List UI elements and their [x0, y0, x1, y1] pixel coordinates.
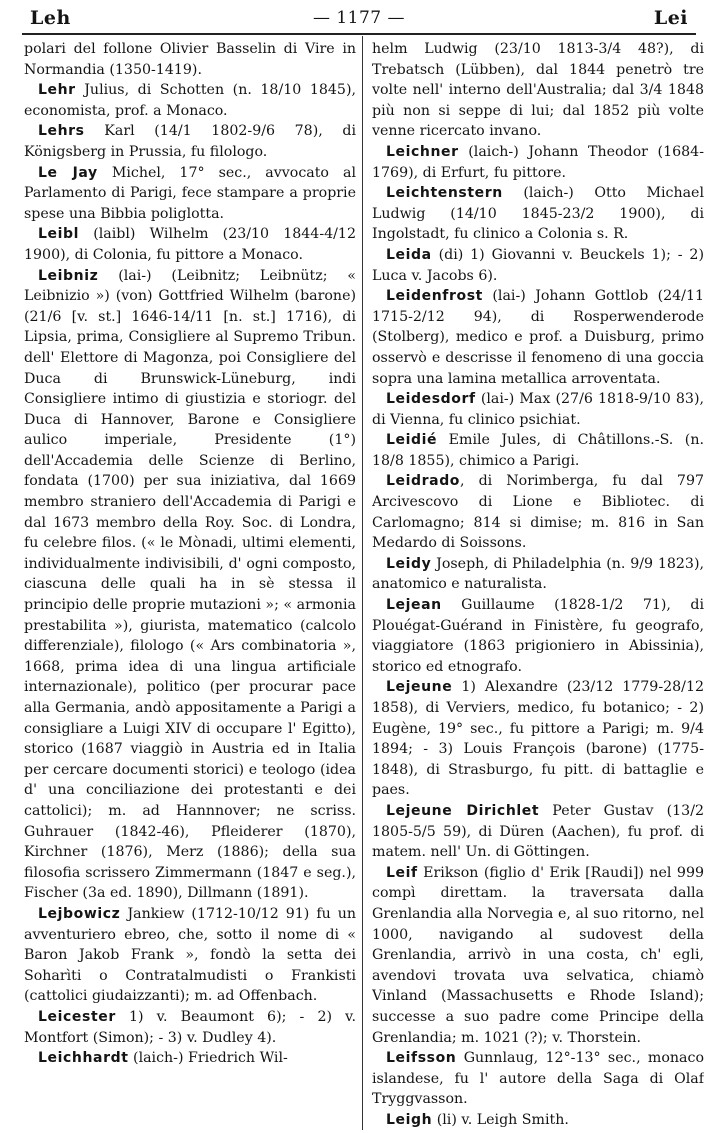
page-number: — 1177 —	[312, 8, 406, 28]
entry	[372, 863, 704, 1048]
entry-headword: Lejeune	[386, 679, 453, 696]
entry	[372, 595, 704, 677]
entry-headword: Leida	[386, 246, 432, 263]
entry-text: Jankiew (1712-10/12 91) fu un avventuriero ebreo, che, sotto il nome di « Baron Jakob Frank », fondò la setta dei Soharìti o Contratalmudisti o Frankisti (cattolici giudaizzanti); m. ad Offenbach.	[24, 905, 356, 1005]
entry	[24, 80, 356, 121]
entry	[372, 1048, 704, 1110]
entry-text: (laich-) Otto Michael Ludwig (14/10 1845-23/2 1900), di Ingolstadt, fu clinico a Colonia s. R.	[372, 185, 704, 243]
entry-headword: Leidesdorf	[386, 391, 476, 408]
entry-headword: Leichhardt	[38, 1050, 129, 1067]
entry-headword: Le Jay	[38, 164, 98, 181]
entry-headword: Leibniz	[38, 267, 99, 284]
entry	[372, 801, 704, 863]
entry-headword: Lehrs	[38, 123, 85, 140]
entry-headword: Leichtenstern	[386, 185, 503, 202]
entry	[372, 554, 704, 595]
entry-headword: Lejean	[386, 597, 442, 614]
entry	[372, 471, 704, 553]
entry	[372, 142, 704, 183]
entry-text: (di) 1) Giovanni v. Beuckels 1); - 2) Luca v. Jacobs 6).	[372, 246, 704, 284]
entry-text: (lai-) Johann Gottlob (24/11 1715-2/12 94), di Rosperwenderode (Stolberg), medico e prof. a Duisburg, primo osservò e descrisse il fenomeno di una goccia sopra una lamina metallica arroventata.	[372, 288, 704, 387]
entry	[24, 121, 356, 162]
entry-text: Guillaume (1828-1/2 71), di Plouégat-Guérand in Finistère, fu geografo, viaggiatore (1863 prigioniero in Abissinia), storico ed etnografo.	[372, 597, 704, 675]
entry-headword: Leicester	[38, 1008, 116, 1025]
entry-continuation	[24, 39, 356, 80]
entry-text: Joseph, di Philadelphia (n. 9/9 1823), anatomico e naturalista.	[372, 555, 704, 593]
entry	[24, 224, 356, 265]
page-header	[26, 6, 692, 32]
entry-text: 1) Alexandre (23/12 1779-28/12 1858), di Verviers, medico, fu botanico; - 2) Eugène, 19° sec., fu pittore a Parigi; m. 9/4 1894; - 3) Louis François (barone) (1775-1848), di Strasburgo, fu pitt. di battaglie e paes.	[372, 679, 704, 799]
entry	[24, 904, 356, 1007]
entry	[24, 1048, 356, 1069]
entry	[24, 1007, 356, 1048]
entry-text: Emile Jules, di Châtillons.-S. (n. 18/8 1855), chimico a Parigi.	[372, 432, 704, 469]
left-column	[24, 39, 356, 1129]
entry-continuation	[372, 39, 704, 142]
entry	[372, 430, 704, 471]
entry-headword: Lehr	[38, 82, 76, 99]
entry-text: Erikson (figlio d' Erik [Raudi]) nel 999 compì direttam. la traversata dalla Grenlandia alla Norvegia e, al suo ritorno, nel 1000, navigando al sudovest della Grenlandia, arrivò in una costa, ch' egli, avendovi trovata uva selvatica, chiamò Vinland (Massachusetts e Rhode Island); successe a suo padre come Principe della Grenlandia; m. 1021 (?); v. Thorstein.	[372, 864, 704, 1046]
entry	[372, 1110, 704, 1129]
entry-headword: Leifsson	[386, 1050, 457, 1067]
entry-text: helm Ludwig (23/10 1813-3/4 48?), di Trebatsch (Lübben), dal 1844 penetrò tre volte nell' interno dell'Australia; dal 3/4 1848 più non si seppe di lui; dal 1852 più volte venne ricercato invano.	[372, 41, 704, 140]
header-rule	[22, 33, 696, 35]
entry-text: 1) v. Beaumont 6); - 2) v. Montfort (Simon); - 3) v. Dudley 4).	[24, 1008, 356, 1046]
entry	[372, 245, 704, 286]
entry-headword: Leidrado	[386, 473, 461, 490]
entry-text: Gunnlaug, 12°-13° sec., monaco islandese, fu l' autore della Saga di Olaf Tryggvasson.	[372, 1050, 704, 1108]
entry-text: Julius, di Schotten (n. 18/10 1845), economista, prof. a Monaco.	[24, 82, 356, 119]
entry-text: (laibl) Wilhelm (23/10 1844-4/12 1900), di Colonia, fu pittore a Monaco.	[24, 226, 356, 263]
entry-text: (lai-) (Leibnitz; Leibnütz; « Leibnizio ») (von) Gottfried Wilhelm (barone) (21/6 [v. st.] 1646-14/11 [n. st.] 1716), di Lipsia, prima, Consigliere al Supremo Tribun. dell' Elettore di Magonza, poi Consigliere del Duca di Brunswick-Lüneburg, indi Consigliere intimo di giustizia e storiogr. del Duca di Hannover, Barone e Consigliere aulico imperiale, Presidente (1°) dell'Accademia delle Scienze di Berlino, fondata (1700) per sua iniziativa, dal 1669 membro straniero dell'Accademia di Parigi e dal 1673 membro della Roy. Soc. di Londra, fu celebre filos. (« le Mònadi, ultimi elementi, individualmente indivisibili, d' ogni composto, ciascuna delle quali ha in sè stessa il principio delle proprie mutazioni »; « armonia prestabilita »), giurista, matematico (calcolo differenziale), filologo (« Ars combinatoria », 1668, prima idea di una lingua artificiale internazionale), politico (per procurar pace alla Germania, andò appositamente a Parigi a consigliare a Luigi XIV di occupare l' Egitto), storico (1687 viaggiò in Austria ed in Italia per cercare documenti storici) e teologo (idea d' una conciliazione dei protestanti e dei cattolici); m. ad Hannnover; ne scriss. Guhrauer (1842-46), Pfleiderer (1870), Kirchner (1876), Merz (1886); della sua filosofia scrissero Zimmermann (1847 e seg.), Fischer (3a ed. 1890), Dillmann (1891).	[24, 267, 356, 902]
entry-text: (laich-) Friedrich Wil-	[133, 1050, 288, 1067]
entry-headword: Leif	[386, 864, 418, 881]
header-left-guide-word: Leh	[30, 7, 71, 29]
entry-headword: Leidy	[386, 555, 432, 572]
entry-text: (li) v. Leigh Smith.	[436, 1111, 569, 1128]
entry-headword: Lejbowicz	[38, 905, 121, 922]
entry-text: (lai-) Max (27/6 1818-9/10 83), di Vienna, fu clinico psichiat.	[372, 391, 704, 428]
entry-text: , di Norimberga, fu dal 797 Arcivescovo di Lione e Bibliotec. di Carlomagno; 814 si dimise; m. 816 in San Medardo di Soissons.	[372, 473, 704, 552]
header-right-guide-word: Lei	[653, 7, 688, 29]
entry-text: polari del follone Olivier Basselin di Vire in Normandia (1350-1419).	[24, 41, 356, 78]
entry-headword: Leidenfrost	[386, 288, 483, 305]
entry-text: (laich-) Johann Theodor (1684-1769), di Erfurt, fu pittore.	[372, 143, 704, 181]
entry-text: Karl (14/1 1802-9/6 78), di Königsberg in Prussia, fu filologo.	[24, 123, 356, 160]
column-divider	[362, 36, 363, 1130]
entry	[372, 389, 704, 430]
entry-headword: Leigh	[386, 1111, 433, 1128]
entry-headword: Leichner	[386, 143, 459, 160]
entry	[372, 677, 704, 801]
entry-headword: Leidié	[386, 432, 438, 449]
entry	[24, 163, 356, 225]
entry	[24, 266, 356, 904]
right-column	[372, 39, 704, 1129]
entry	[372, 286, 704, 389]
entry-text: Michel, 17° sec., avvocato al Parlamento di Parigi, fece stampare a proprie spese una Bibbia poliglotta.	[24, 164, 356, 222]
entry-headword: Lejeune Dirichlet	[386, 802, 540, 819]
entry	[372, 183, 704, 245]
entry-text: Peter Gustav (13/2 1805-5/5 59), di Düren (Aachen), fu prof. di matem. nell' Un. di Göttingen.	[372, 802, 704, 861]
entry-headword: Leibl	[38, 226, 80, 243]
